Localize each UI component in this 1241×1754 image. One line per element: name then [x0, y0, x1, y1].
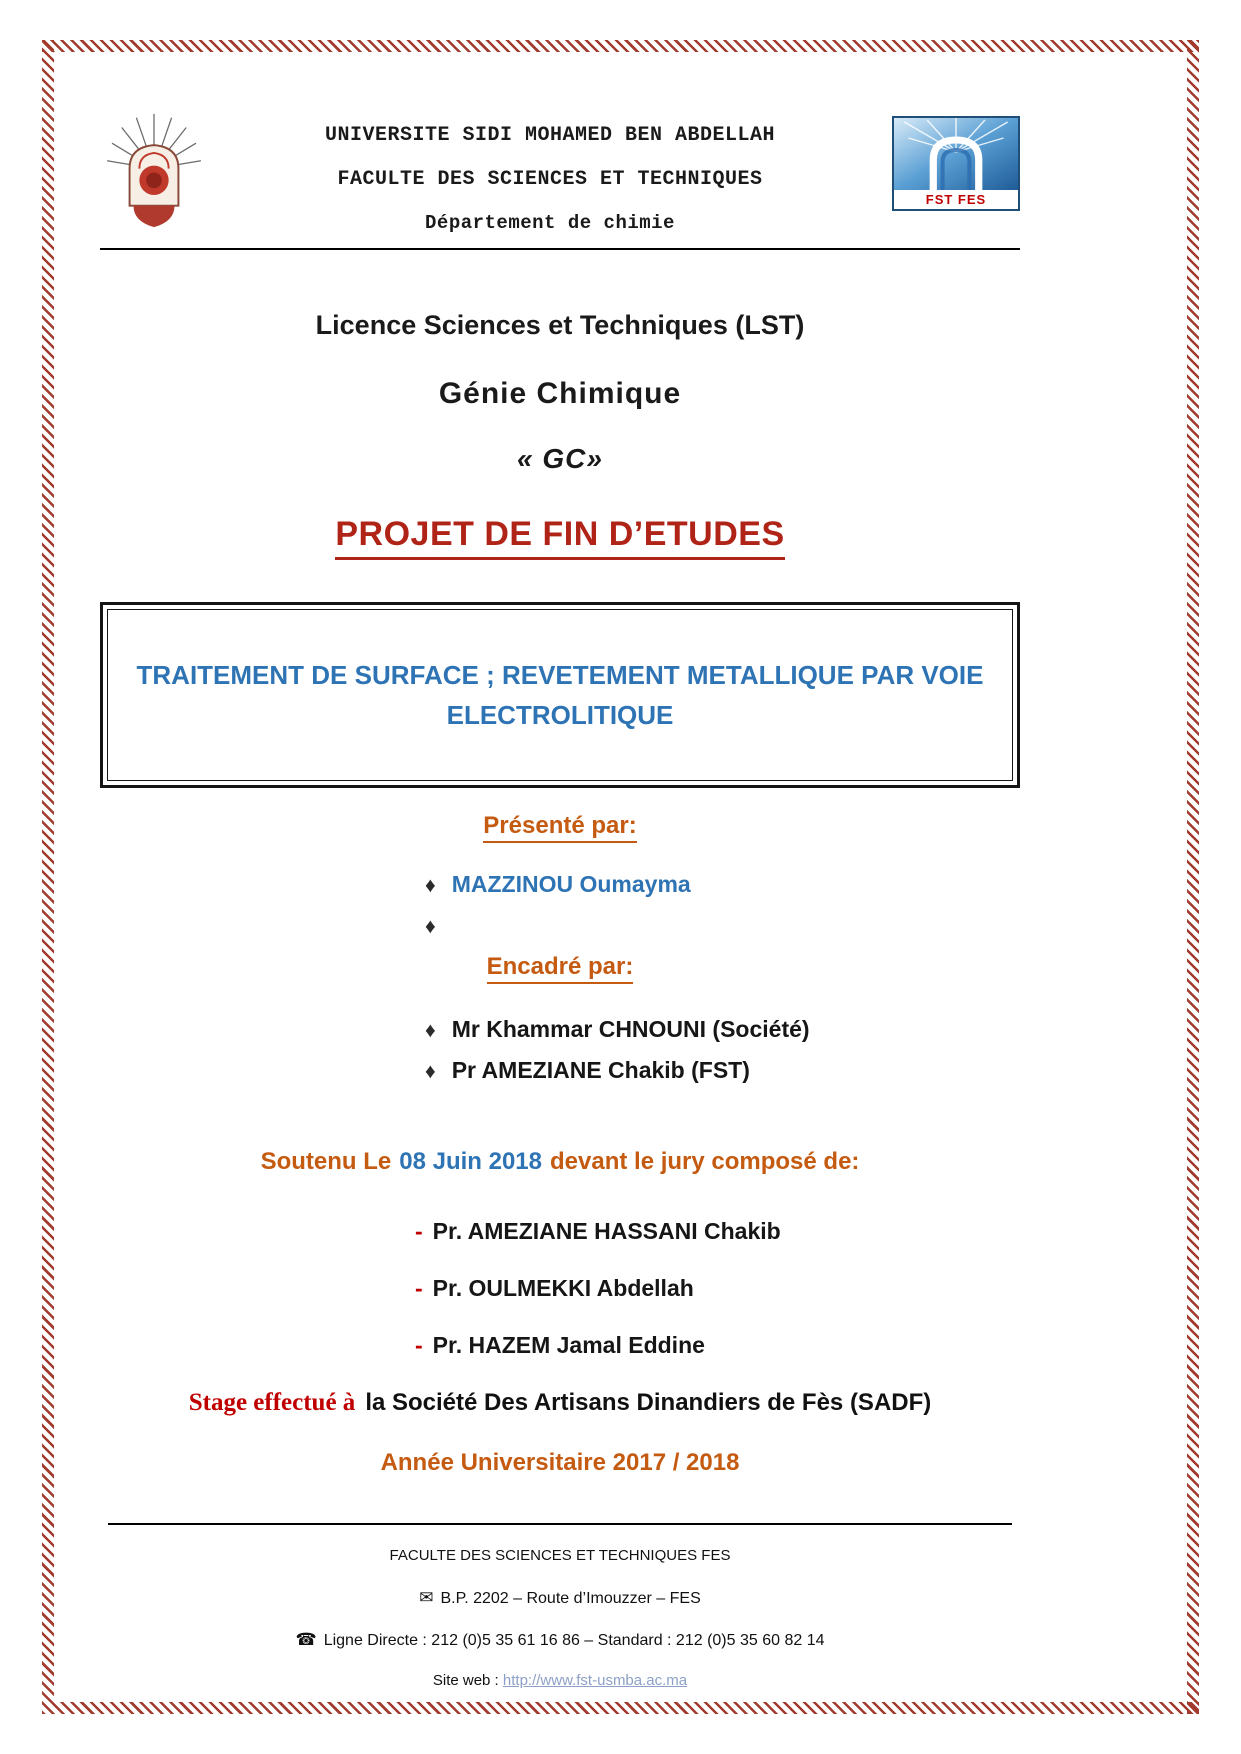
- subject-box-inner: [107, 609, 1013, 781]
- decorative-border-bottom: [42, 1702, 1199, 1714]
- footer-phone-line: [100, 1630, 1020, 1650]
- fst-logo-label: FST FES: [894, 190, 1018, 209]
- licence-title: Licence Sciences et Techniques (LST): [315, 310, 805, 340]
- site-label: Site web :: [432, 1672, 499, 1689]
- footer-phones: Ligne Directe : 212 (0)5 35 61 16 86 – Standard : 212 (0)5 35 60 82 14: [323, 1632, 825, 1649]
- document-header: [100, 92, 1020, 240]
- university-emblem-icon: [100, 108, 208, 235]
- institution-text-block: [208, 92, 892, 234]
- supervisor-name: Pr AMEZIANE Chakib (FST): [451, 1057, 750, 1083]
- list-item: [425, 912, 1020, 939]
- jury-member: [415, 1275, 1020, 1302]
- decorative-border-right: [1187, 40, 1199, 1714]
- footer-address-line: [100, 1588, 1020, 1608]
- list-item: [425, 871, 1020, 898]
- jury-dash: -: [415, 1332, 423, 1358]
- envelope-icon: ✉: [419, 1588, 434, 1607]
- footer-rule: [108, 1523, 1012, 1525]
- diamond-bullet-icon: ♦: [425, 1060, 436, 1083]
- jury-member: [415, 1332, 1020, 1359]
- footer-faculty: FACULTE DES SCIENCES ET TECHNIQUES FES: [389, 1547, 731, 1564]
- supervisor-name: Mr Khammar CHNOUNI (Société): [451, 1016, 810, 1042]
- jury-member-name: Pr. HAZEM Jamal Eddine: [432, 1332, 705, 1358]
- defense-date: 08 Juin 2018: [399, 1148, 542, 1175]
- defense-prefix: Soutenu Le: [260, 1148, 392, 1175]
- presented-by-label: Présenté par:: [483, 812, 636, 843]
- phone-icon: ☎: [295, 1630, 317, 1649]
- fst-logo-art-icon: [894, 118, 1018, 190]
- defense-suffix: devant le jury composé de:: [550, 1148, 860, 1175]
- site-link[interactable]: http://www.fst-usmba.ac.ma: [502, 1672, 688, 1689]
- specialty-title: Génie Chimique: [438, 377, 682, 410]
- presented-by-section: [100, 812, 1020, 843]
- university-logo: [100, 108, 208, 240]
- supervised-by-section: [100, 953, 1020, 984]
- list-item: [425, 1016, 1020, 1043]
- jury-dash: -: [415, 1218, 423, 1244]
- jury-member: [415, 1218, 1020, 1245]
- jury-dash: -: [415, 1275, 423, 1301]
- students-list: [425, 871, 1020, 939]
- fst-logo: [892, 116, 1020, 211]
- student-name: MAZZINOU Oumayma: [451, 871, 691, 897]
- decorative-border-left: [42, 40, 54, 1714]
- page-content: [100, 92, 1020, 1689]
- defense-line: [100, 1148, 1020, 1176]
- project-title-wrap: [100, 515, 1020, 560]
- header-rule: [100, 248, 1020, 250]
- jury-member-name: Pr. OULMEKKI Abdellah: [432, 1275, 694, 1301]
- footer-site-line: [100, 1672, 1020, 1689]
- document-footer: [100, 1547, 1020, 1689]
- supervisors-list: [425, 1016, 1020, 1084]
- department-name: Département de chimie: [425, 212, 675, 234]
- jury-list: [415, 1218, 1020, 1359]
- specialty-abbreviation: « GC»: [517, 443, 603, 474]
- project-title: PROJET DE FIN D’ETUDES: [335, 515, 784, 560]
- subject-box: [100, 602, 1020, 788]
- university-name: UNIVERSITE SIDI MOHAMED BEN ABDELLAH: [324, 124, 776, 147]
- jury-member-name: Pr. AMEZIANE HASSANI Chakib: [432, 1218, 781, 1244]
- diamond-bullet-icon: ♦: [425, 915, 436, 938]
- subject-title: TRAITEMENT DE SURFACE ; REVETEMENT METALLIQUE PAR VOIE ELECTROLITIQUE: [136, 659, 984, 730]
- footer-address: B.P. 2202 – Route d’Imouzzer – FES: [440, 1590, 701, 1607]
- internship-prefix: Stage effectué à: [188, 1389, 356, 1416]
- diamond-bullet-icon: ♦: [425, 1019, 436, 1042]
- faculty-name: FACULTE DES SCIENCES ET TECHNIQUES: [337, 168, 763, 191]
- internship-company: la Société Des Artisans Dinandiers de Fès (SADF): [365, 1389, 932, 1416]
- list-item: [425, 1057, 1020, 1084]
- supervised-by-label: Encadré par:: [487, 953, 634, 984]
- academic-year: Année Universitaire 2017 / 2018: [380, 1449, 740, 1476]
- decorative-border-top: [42, 40, 1199, 52]
- diamond-bullet-icon: ♦: [425, 874, 436, 897]
- internship-line: [100, 1389, 1020, 1417]
